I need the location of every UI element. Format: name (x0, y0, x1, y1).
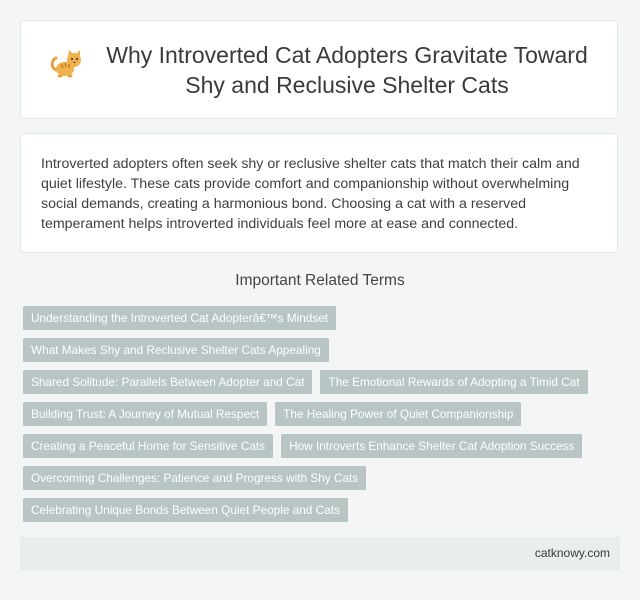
term-tag[interactable]: Shared Solitude: Parallels Between Adopter and Cat (23, 370, 312, 394)
terms-row (23, 498, 623, 522)
terms-row (23, 434, 623, 458)
term-tag[interactable]: How Introverts Enhance Shelter Cat Adoption Success (281, 434, 582, 458)
term-tag[interactable]: Building Trust: A Journey of Mutual Respect (23, 402, 267, 426)
page-title-line-1: Why Introverted Cat Adopters Gravitate Toward (106, 41, 588, 68)
related-terms-heading: Important Related Terms (235, 272, 405, 289)
footer (20, 537, 620, 570)
intro-paragraph: Introverted adopters often seek shy or reclusive shelter cats that match their calm and quiet lifestyle. These cats provide comfort and companionship without overwhelming social demands, creating a harmonious bond. Choosing a cat with a reserved temperament helps introverted individuals feel more at ease and connected. (41, 156, 580, 232)
term-tag[interactable]: What Makes Shy and Reclusive Shelter Cats Appealing (23, 338, 329, 362)
terms-row (23, 306, 623, 330)
term-tag[interactable]: Overcoming Challenges: Patience and Progress with Shy Cats (23, 466, 366, 490)
page-title (106, 40, 588, 100)
intro-card (20, 133, 618, 253)
term-tag[interactable]: The Emotional Rewards of Adopting a Timid Cat (320, 370, 587, 394)
term-tag[interactable]: Understanding the Introverted Cat Adopterâ€™s Mindset (23, 306, 336, 330)
terms-row (23, 402, 623, 426)
cat-icon (50, 48, 84, 78)
terms-row (23, 466, 623, 490)
terms-row (23, 370, 623, 394)
related-terms-list (23, 306, 623, 530)
page-title-line-2: Shy and Reclusive Shelter Cats (185, 71, 509, 98)
term-tag[interactable]: Creating a Peaceful Home for Sensitive Cats (23, 434, 273, 458)
title-wrap (50, 40, 588, 100)
title-card (20, 20, 618, 119)
term-tag[interactable]: Celebrating Unique Bonds Between Quiet People and Cats (23, 498, 348, 522)
terms-row (23, 338, 623, 362)
term-tag[interactable]: The Healing Power of Quiet Companionship (275, 402, 521, 426)
footer-site-link[interactable]: catknowy.com (534, 546, 610, 560)
